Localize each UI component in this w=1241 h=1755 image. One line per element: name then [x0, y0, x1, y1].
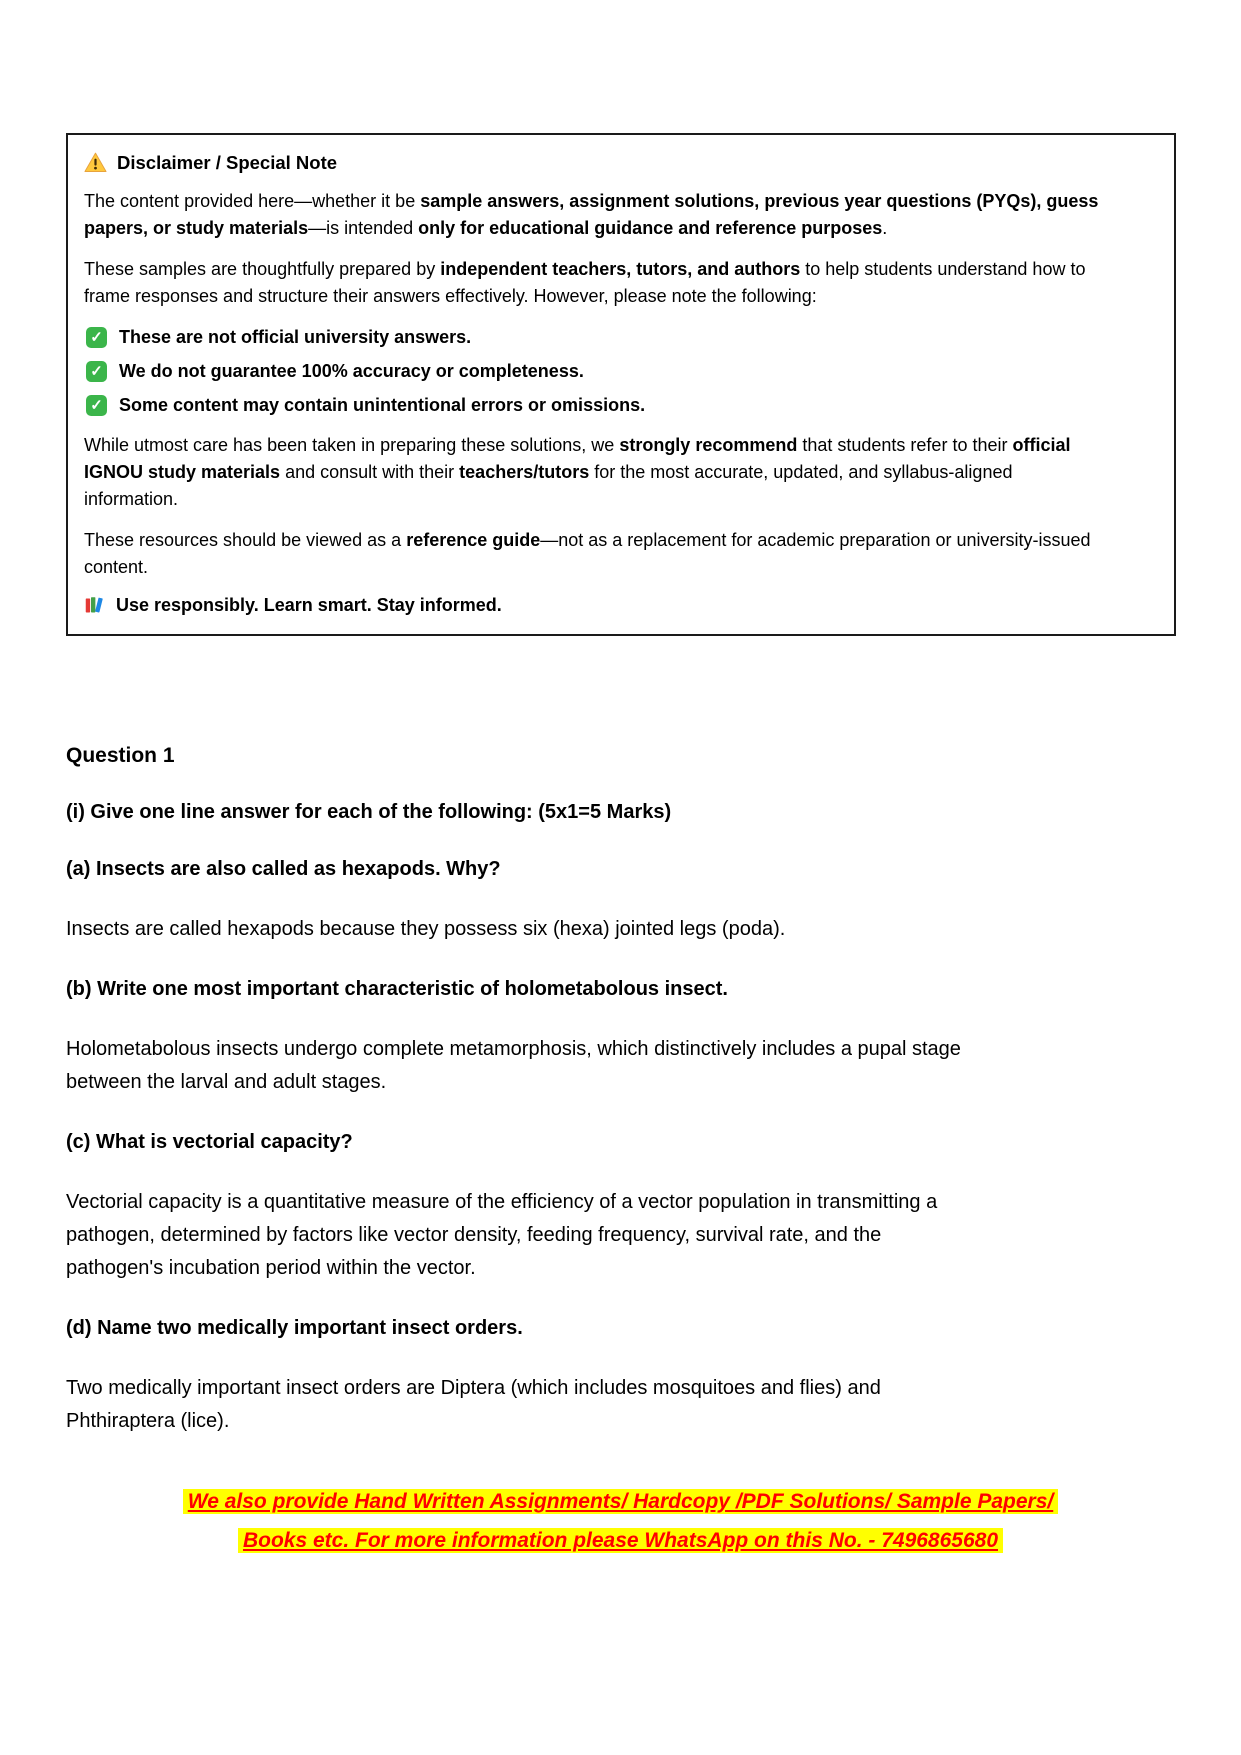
promo-line [0, 1523, 1241, 1559]
answer-c: Vectorial capacity is a quantitative measure of the efficiency of a vector population in transmitting a pathogen, determined by factors like vector density, feeding frequency, survival rate, and the pathogen's incubation period within the vector. [66, 1191, 938, 1280]
promo-line [0, 1484, 1241, 1520]
promo-banner [0, 1484, 1241, 1561]
question-c: (c) What is vectorial capacity? [66, 1131, 353, 1154]
usage-note-label: Use responsibly. Learn smart. Stay informed. [116, 595, 502, 616]
check-icon: ✓ [86, 327, 107, 348]
answer-b: Holometabolous insects undergo complete metamorphosis, which distinctively includes a pupal stage between the larval and adult stages. [66, 1038, 961, 1094]
checklist-item-label: We do not guarantee 100% accuracy or completeness. [119, 361, 584, 382]
question-heading: Question 1 [66, 744, 175, 767]
disclaimer-checklist [86, 324, 1154, 418]
question-b: (b) Write one most important characteristic of holometabolous insect. [66, 978, 728, 1001]
question-a: (a) Insects are also called as hexapods. Why? [66, 858, 501, 881]
disclaimer-usage-note [84, 595, 1154, 616]
checklist-item [86, 392, 1154, 418]
promo-text: We also provide Hand Written Assignments/ Hardcopy /PDF Solutions/ Sample Papers/ [183, 1489, 1058, 1514]
disclaimer-paragraph-2: These samples are thoughtfully prepared by independent teachers, tutors, and authors to help students understand how to frame responses and structure their answers effectively. However, please note the following: [84, 259, 1086, 306]
question-d: (d) Name two medically important insect orders. [66, 1317, 523, 1340]
disclaimer-header [84, 151, 1154, 174]
checklist-item-label: Some content may contain unintentional errors or omissions. [119, 395, 646, 416]
marks-instruction: (i) Give one line answer for each of the following: (5x1=5 Marks) [66, 801, 672, 824]
answer-a: Insects are called hexapods because they possess six (hexa) jointed legs (poda). [66, 918, 786, 941]
disclaimer-paragraph-1: The content provided here—whether it be sample answers, assignment solutions, previous year questions (PYQs), guess papers, or study materials—is intended only for educational guidance and reference purposes. [84, 191, 1099, 238]
check-icon: ✓ [86, 395, 107, 416]
promo-text: Books etc. For more information please WhatsApp on this No. - 7496865680 [238, 1528, 1003, 1553]
check-icon: ✓ [86, 361, 107, 382]
warning-icon [84, 151, 107, 174]
disclaimer-paragraph-4: These resources should be viewed as a reference guide—not as a replacement for academic preparation or university-issued content. [84, 530, 1091, 578]
main-content [66, 742, 976, 1468]
checklist-item [86, 324, 1154, 350]
disclaimer-box [66, 133, 1176, 636]
answer-d: Two medically important insect orders are Diptera (which includes mosquitoes and flies) and Phthiraptera (lice). [66, 1377, 881, 1433]
checklist-item-label: These are not official university answers. [119, 327, 472, 347]
disclaimer-paragraph-3: While utmost care has been taken in preparing these solutions, we strongly recommend that students refer to their official IGNOU study materials and consult with their teachers/tutors for the most accurate, updated, and syllabus-aligned information. [84, 435, 1071, 510]
checklist-item [86, 358, 1154, 384]
disclaimer-title: Disclaimer / Special Note [117, 151, 338, 173]
books-icon [84, 595, 105, 616]
